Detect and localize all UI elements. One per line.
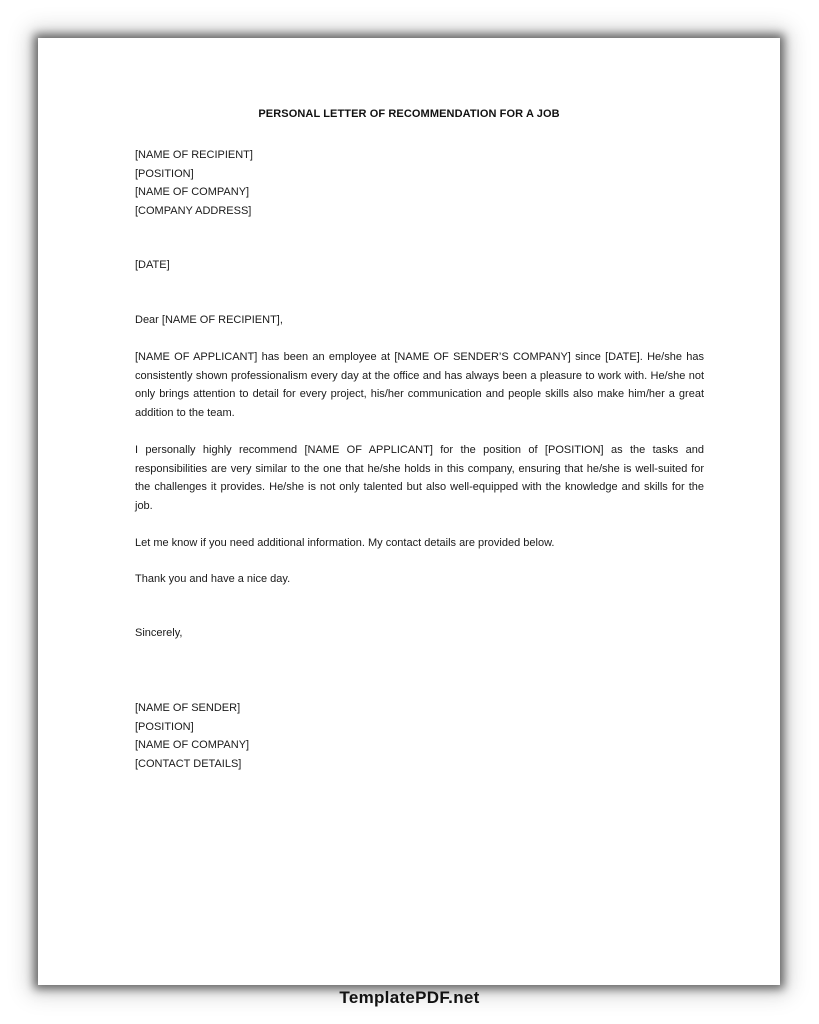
letter-page [38,38,780,985]
recipient-position: [POSITION] [135,167,194,180]
recipient-company: [NAME OF COMPANY] [135,186,250,199]
sender-block [135,699,704,773]
salutation: Dear [NAME OF RECIPIENT], [135,314,283,326]
watermark-text: TemplatePDF.net [339,988,480,1007]
paragraph-2 [135,441,704,515]
paragraph-1 [135,348,704,422]
paragraph-3: Let me know if you need additional information. My contact details are provided below. [135,537,555,549]
paragraph-1-text: [NAME OF APPLICANT] has been an employee at [NAME OF SENDER’S COMPANY] since [DATE]. He/she has consistently shown professionalism every day at the office and has always been a pleasure to work with. He/she not only brings attention to detail for every project, his/her communication and people skills also make him/her a great addition to the team. [135,351,704,419]
recipient-name: [NAME OF RECIPIENT] [135,149,253,161]
recipient-address: [COMPANY ADDRESS] [135,204,252,217]
sender-position: [POSITION] [135,720,194,733]
letter-title: PERSONAL LETTER OF RECOMMENDATION FOR A JOB [258,108,560,120]
recipient-block [135,146,704,220]
sender-name: [NAME OF SENDER] [135,702,241,714]
closing: Sincerely, [135,627,183,639]
sender-company: [NAME OF COMPANY] [135,739,250,752]
letter-date: [DATE] [135,259,170,271]
paragraph-4: Thank you and have a nice day. [135,573,291,585]
paragraph-2-text: I personally highly recommend [NAME OF APPLICANT] for the position of [POSITION] as the tasks and responsibilities are very similar to the one that he/she holds in this company, ensuring that he/she is well-suited for the challenges it provides. He/she is not only talented but also well-equipped with the knowledge and skills for the job. [135,444,704,512]
sender-contact: [CONTACT DETAILS] [135,757,242,770]
